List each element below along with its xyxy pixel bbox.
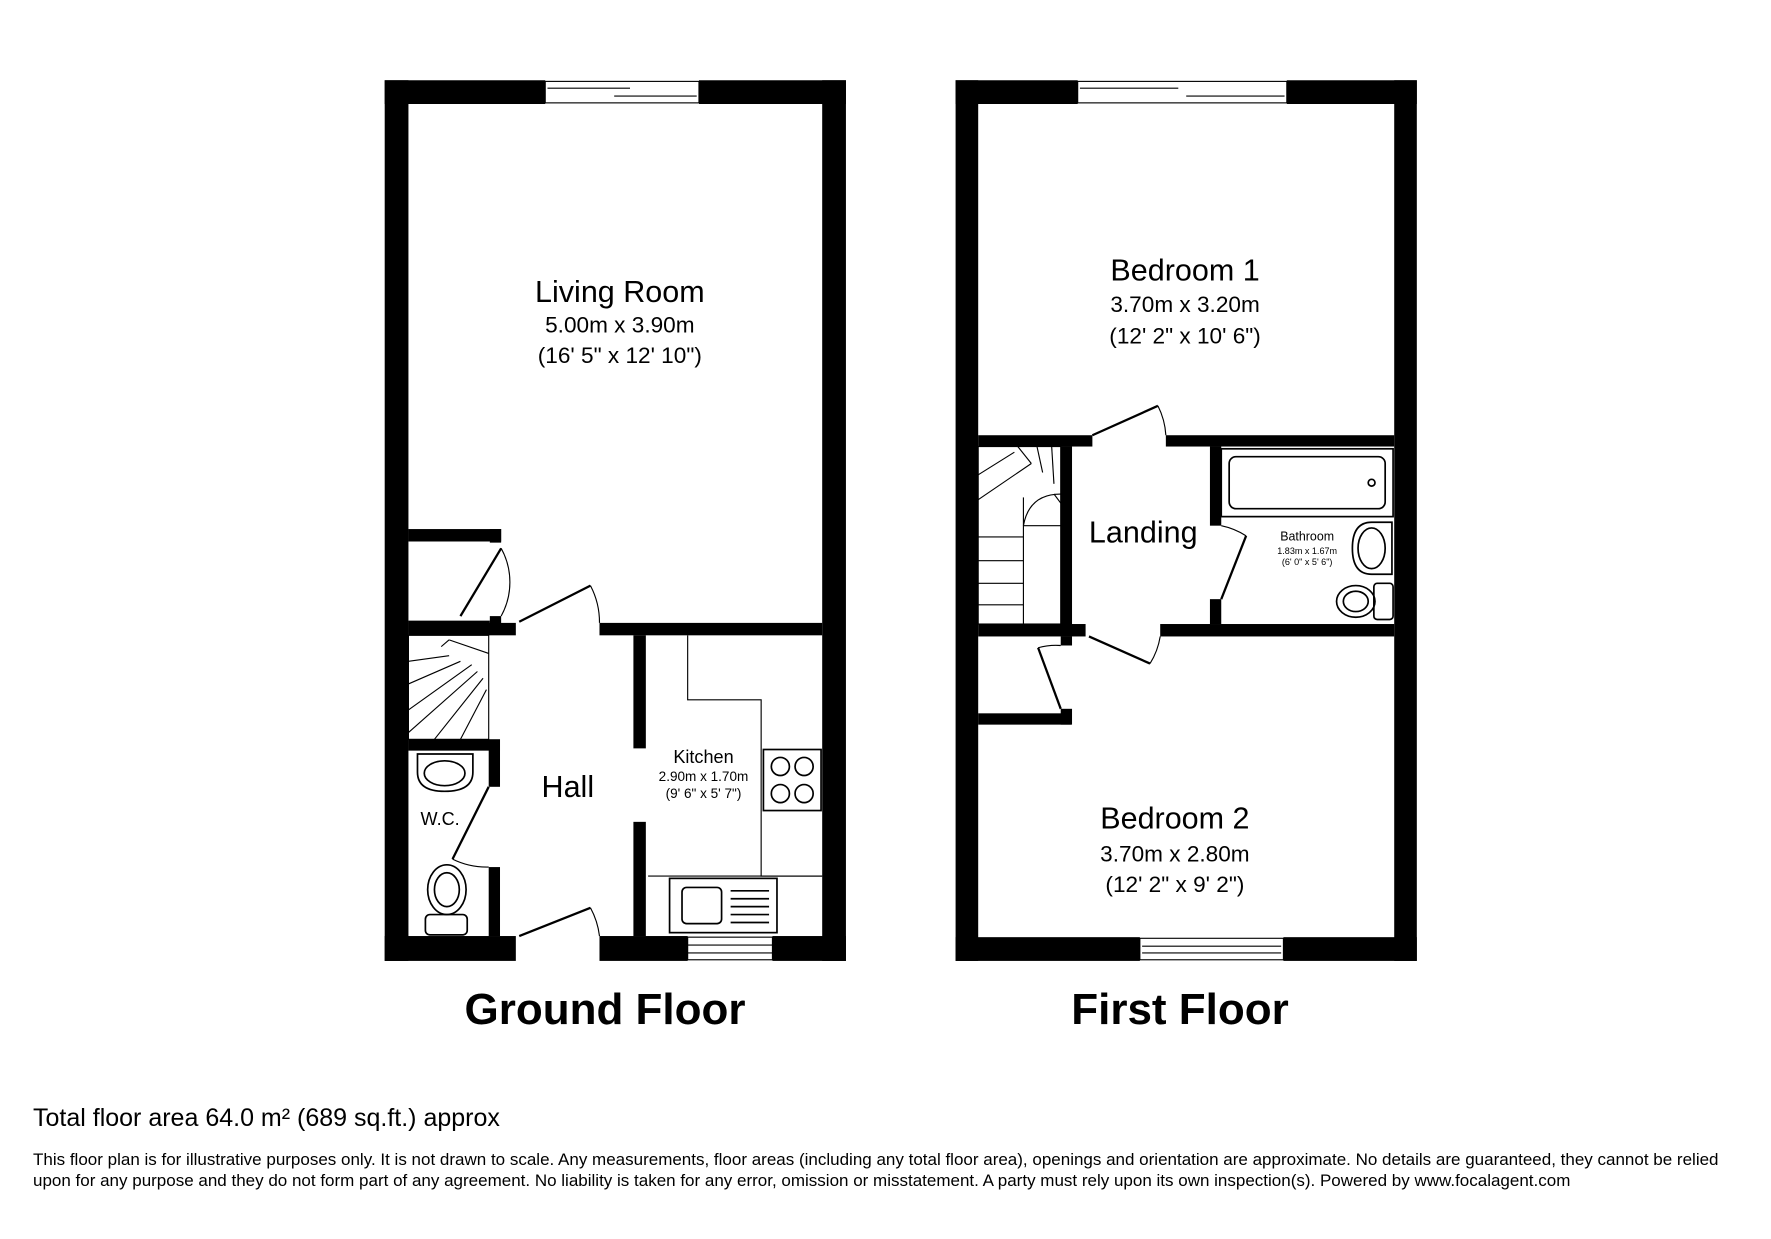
room-dimensions-metric: 3.70m x 2.80m xyxy=(1100,841,1250,867)
total-floor-area: Total floor area 64.0 m² (689 sq.ft.) approx xyxy=(33,1104,500,1132)
door-swing-icon xyxy=(1038,645,1061,708)
window-icon xyxy=(545,81,699,102)
room-dimensions-imperial: (16' 5" x 12' 10") xyxy=(537,342,702,368)
door-swing-icon xyxy=(1221,526,1246,599)
first-internal-walls xyxy=(978,435,1394,724)
hob-icon xyxy=(763,750,821,811)
ground-floor-plan xyxy=(385,80,846,961)
toilet-icon xyxy=(1337,583,1394,619)
room-dimensions-imperial: (6' 0" x 5' 6") xyxy=(1281,557,1333,568)
room-name: Landing xyxy=(1088,515,1198,550)
sink-icon xyxy=(670,878,777,932)
ground-internal-walls xyxy=(408,529,822,936)
stairs-icon xyxy=(408,635,488,739)
window-icon xyxy=(1140,938,1284,959)
door-swing-icon xyxy=(460,548,509,616)
toilet-icon xyxy=(425,865,467,935)
room-name: Living Room xyxy=(535,274,705,309)
room-name: Bathroom xyxy=(1280,529,1335,544)
room-name: Bedroom 2 xyxy=(1100,801,1250,836)
floor-title-first: First Floor xyxy=(1071,985,1289,1034)
room-dimensions-metric: 1.83m x 1.67m xyxy=(1277,545,1338,556)
room-name: Hall xyxy=(541,769,595,804)
room-dimensions-metric: 3.70m x 3.20m xyxy=(1110,292,1260,318)
basin-icon xyxy=(417,754,472,791)
floor-title-ground: Ground Floor xyxy=(464,985,746,1034)
bath-icon xyxy=(1221,449,1393,517)
room-dimensions-imperial: (9' 6" x 5' 7") xyxy=(665,786,742,802)
stairs-icon xyxy=(978,447,1061,624)
room-dimensions-imperial: (12' 2" x 9' 2") xyxy=(1105,871,1245,897)
window-icon xyxy=(1078,81,1287,102)
room-dimensions-imperial: (12' 2" x 10' 6") xyxy=(1109,323,1261,349)
disclaimer-text: This floor plan is for illustrative purposes only. It is not drawn to scale. Any measurements, floor areas (including any total floor area), openings and orientation are approximate. No details are guaranteed, they cannot be relied upon for any purpose and they do not form part of any agreement. No liability is taken for any error, omission or misstatement. A party must rely upon its own inspection(s). Powered by www.focalagent.com xyxy=(33,1150,1719,1190)
first-floor-plan xyxy=(956,80,1417,961)
room-name: W.C. xyxy=(420,809,460,830)
room-name: Bedroom 1 xyxy=(1110,253,1260,288)
basin-icon xyxy=(1352,522,1392,574)
door-swing-icon xyxy=(519,908,599,936)
window-icon xyxy=(688,937,773,960)
door-swing-icon xyxy=(1089,636,1160,663)
door-swing-icon xyxy=(519,586,599,623)
door-swing-icon xyxy=(1092,406,1165,435)
room-dimensions-metric: 5.00m x 3.90m xyxy=(545,312,695,338)
room-name: Kitchen xyxy=(673,747,734,768)
room-dimensions-metric: 2.90m x 1.70m xyxy=(658,769,749,785)
